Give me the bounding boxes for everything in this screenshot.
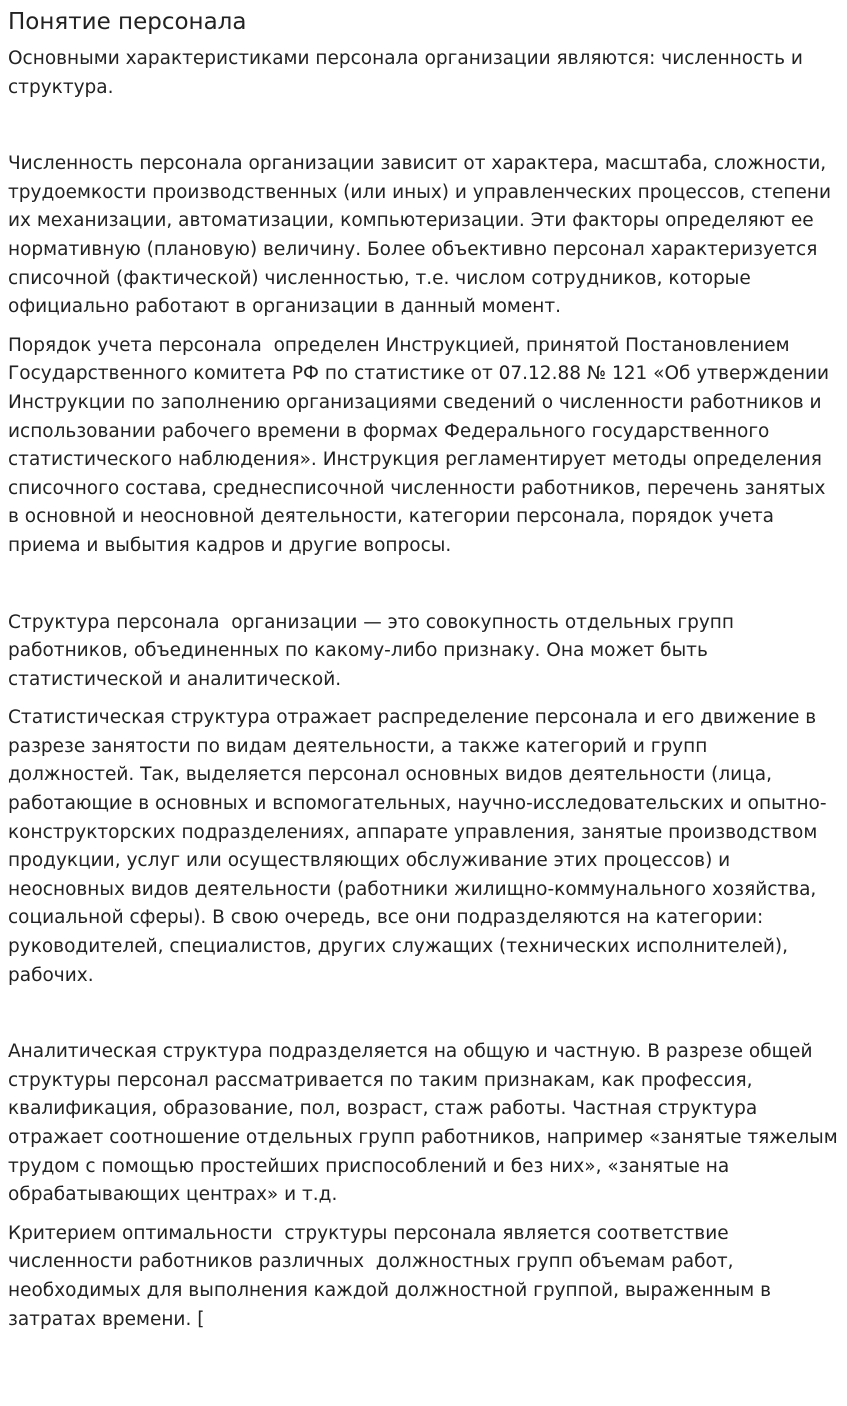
paragraph-analytical-structure: Аналитическая структура подразделяется на общую и частную. В разрезе общей структуры персонал рассматривается по таким признакам, как профессия, квалификация, образование, пол, возраст, стаж работы. Частная структура отражает соотношение отдельных групп работников, например «занятые тяжелым трудом с помощью простейших приспособлений и без них», «занятые на обрабатывающих центрах» и т.д. xyxy=(8,1041,844,1206)
paragraph-gap xyxy=(8,112,839,150)
page-title: Понятие персонала xyxy=(8,9,247,35)
paragraph-headcount: Численность персонала организации зависит от характера, масштаба, сложности, трудоемкости производственных (или иных) и управленческих процессов, степени их механизации, автоматизации, компьютеризации. Эти факторы определяют ее нормативную (плановую) величину. Более объективно персонал характеризуется списочной (фактической) численностью, т.е. числом сотрудников, которые официально работают в организации в данный момент. xyxy=(8,153,837,318)
paragraph-accounting-order: Порядок учета персонала определен Инструкцией, принятой Постановлением Государственного комитета РФ по статистике от 07.12.88 № 121 «Об утверждении Инструкции по заполнению организациями сведений о численности работников и использовании рабочего времени в формах Федерального государственного статистического наблюдения». Инструкция регламентирует методы определения списочного состава, среднесписочной численности работников, перечень занятых в основной и неосновной деятельности, категории персонала, порядок учета приема и выбытия кадров и другие вопросы. xyxy=(8,334,835,556)
paragraph-optimality-criterion: Критерием оптимальности структуры персонала является соответствие численности работников различных должностных групп объемам работ, необходимых для выполнения каждой должностной группой, выраженным в затратах времени. [ xyxy=(8,1222,777,1330)
paragraph-intro: Основными характеристиками персонала организации являются: численность и структура. xyxy=(8,48,809,98)
paragraph-statistical-structure: Статистическая структура отражает распределение персонала и его движение в разрезе занятости по видам деятельности, а также категорий и групп должностей. Так, выделяется персонал основных видов деятельности (лица, работающие в основных и вспомогательных, научно-исследовательских и опытно-конструкторских подразделениях, аппарате управления, занятые производством продукции, услуг или осуществляющих обслуживание этих процессов) и неосновных видов деятельности (работники жилищно-коммунального хозяйства, социальной сферы). В свою очередь, все они подразделяются на категории: руководителей, специалистов, других служащих (технических исполнителей), рабочих. xyxy=(8,707,827,986)
paragraph-gap xyxy=(8,571,839,609)
paragraph-structure-definition: Структура персонала организации — это совокупность отдельных групп работников, объединенных по какому-либо признаку. Она может быть статистической и аналитической. xyxy=(8,611,740,690)
paragraph-gap xyxy=(8,1000,839,1038)
